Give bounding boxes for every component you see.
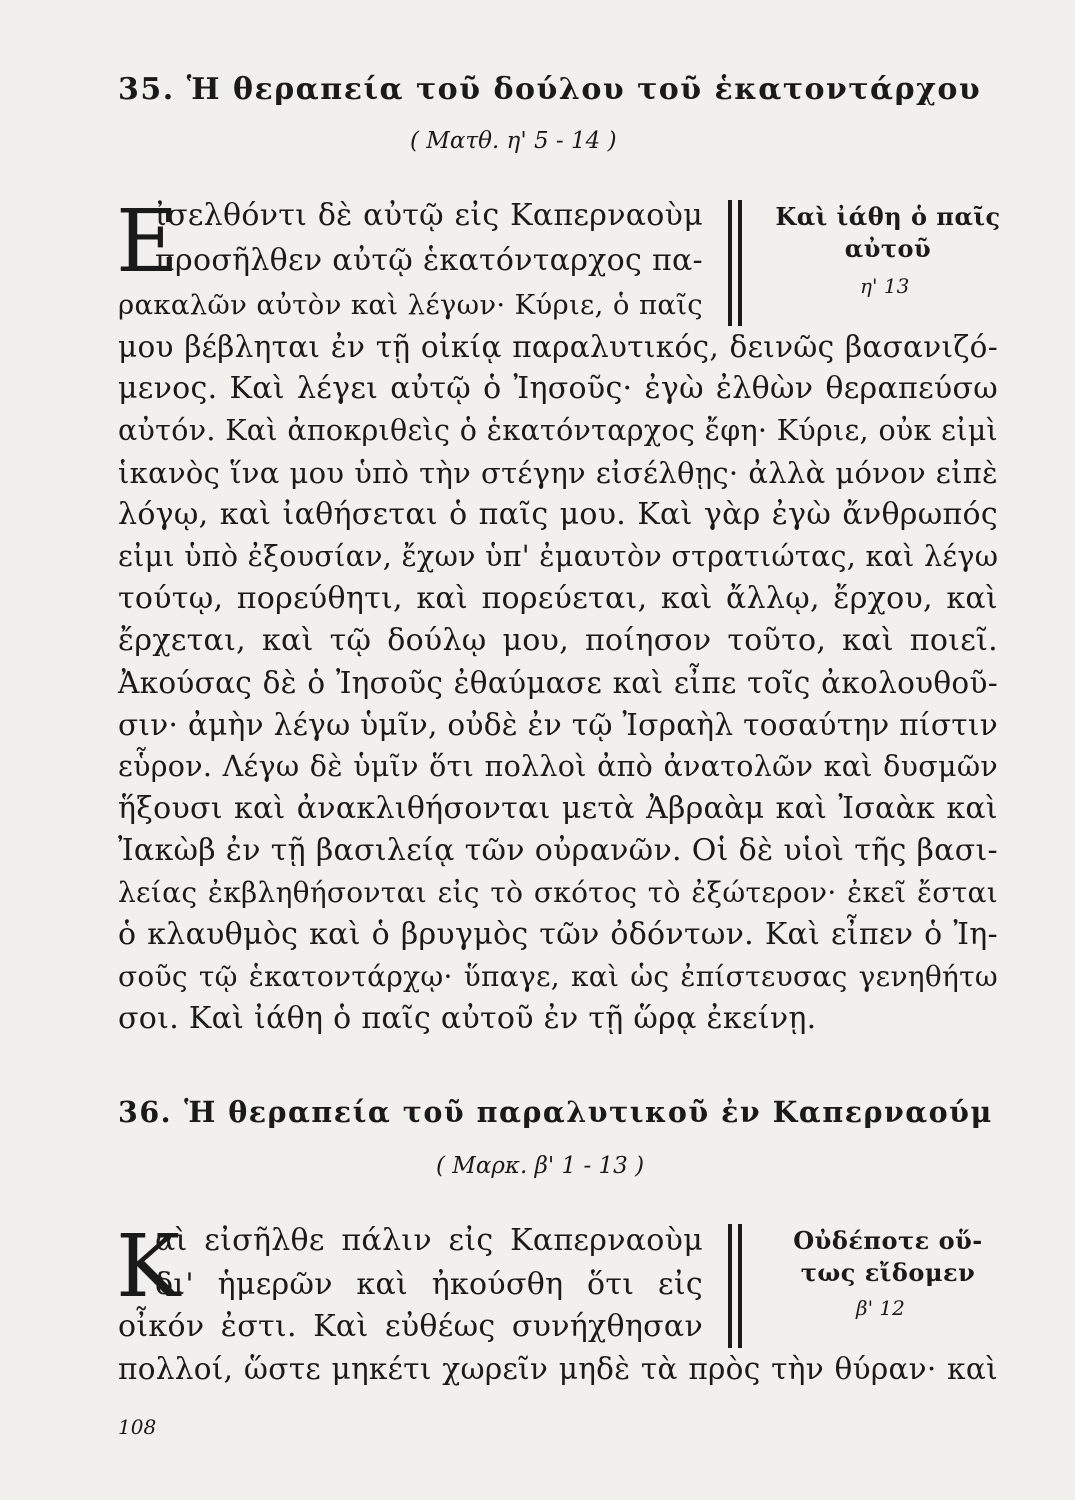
text-line: ἔρχεται, καὶ τῷ δούλῳ μου, ποίησον τοῦτο, καὶ ποιεῖ. [118, 623, 998, 658]
text-line: λόγῳ, καὶ ἰαθήσεται ὁ παῖς μου. Καὶ γὰρ ἐγὼ ἄνθρωπός [118, 497, 998, 532]
drop-cap: Κ [116, 1217, 181, 1317]
text-line: ἱκανὸς ἵνα μου ὑπὸ τὴν στέγην εἰσέλθῃς· ἀλλὰ μόνον εἰπὲ [118, 456, 998, 490]
text-line: Ἀκούσας δὲ ὁ Ἰησοῦς ἐθαύμασε καὶ εἶπε τοῖς ἀκολουθοῦ- [118, 666, 998, 700]
text-line: εἰμι ὑπὸ ἐξουσίαν, ἔχων ὑπ' ἐμαυτὸν στρατιώτας, καὶ λέγω [118, 540, 999, 573]
margin-note [728, 1224, 1008, 1348]
section-36-reference: ( Μαρκ. β' 1 - 13 ) [436, 1153, 645, 1179]
text-line: ὁ κλαυθμὸς καὶ ὁ βρυγμὸς τῶν ὀδόντων. Καὶ εἶπεν ὁ Ἰη- [118, 917, 998, 952]
text-line: ρακαλῶν αὐτὸν καὶ λέγων· Κύριε, ὁ παῖς [118, 289, 703, 321]
text-line: σιν· ἀμὴν λέγω ὑμῖν, οὐδὲ ἐν τῷ Ἰσραὴλ τοσαύτην πίστιν [118, 708, 998, 742]
section-heading: Ἡ θεραπεία τοῦ παραλυτικοῦ ἐν Καπερναούμ [184, 1095, 993, 1129]
text-line: σοι. Καὶ ἰάθη ὁ παῖς αὐτοῦ ἐν τῇ ὥρᾳ ἐκείνῃ. [118, 1001, 817, 1036]
margin-note-reference: η' 13 [860, 274, 910, 298]
text-line: τούτῳ, πορεύθητι, καὶ πορεύεται, καὶ ἄλλῳ, ἔρχου, καὶ [118, 581, 998, 616]
text-line: ἰσελθόντι δὲ αὐτῷ εἰς Καπερναοὺμ [155, 198, 703, 233]
text-line: μου βέβληται ἐν τῇ οἰκίᾳ παραλυτικός, δεινῶς βασανιζό- [118, 330, 998, 364]
margin-rule [728, 200, 732, 326]
text-line: πολλοί, ὥστε μηκέτι χωρεῖν μηδὲ τὰ πρὸς τὴν θύραν· καὶ [118, 1352, 998, 1386]
text-line: αὶ εἰσῆλθε πάλιν εἰς Καπερναοὺμ [155, 1223, 703, 1258]
margin-note-line: αὐτοῦ [844, 234, 932, 263]
margin-note-line: τως εἴδομεν [800, 1258, 976, 1287]
margin-rule [728, 1224, 732, 1348]
margin-note-reference: β' 12 [856, 1296, 905, 1320]
text-line: προσῆλθεν αὐτῷ ἑκατόνταρχος πα- [155, 243, 703, 278]
section-heading: Ἡ θεραπεία τοῦ δούλου τοῦ ἑκατοντάρχου [186, 72, 982, 107]
text-line: λείας ἐκβληθήσονται εἰς τὸ σκότος τὸ ἐξώτερον· ἐκεῖ ἔσται [118, 876, 998, 909]
page-number: 108 [118, 1415, 157, 1439]
text-line: ἥξουσι καὶ ἀνακλιθήσονται μετὰ Ἀβραὰμ καὶ Ἰσαὰκ καὶ [118, 791, 998, 826]
margin-note-line: Καὶ ἰάθη ὁ παῖς [775, 202, 1001, 231]
text-line: οἶκόν ἐστι. Καὶ εὐθέως συνήχθησαν [118, 1309, 703, 1344]
section-35-reference: ( Ματθ. η' 5 - 14 ) [410, 128, 617, 154]
text-line: αὐτόν. Καὶ ἀποκριθεὶς ὁ ἑκατόνταρχος ἔφη· Κύριε, οὐκ εἰμὶ [118, 414, 998, 447]
section-35-title [118, 72, 998, 107]
text-line: εὗρον. Λέγω δὲ ὑμῖν ὅτι πολλοὶ ἀπὸ ἀνατολῶν καὶ δυσμῶν [118, 750, 998, 783]
section-36-title [118, 1095, 998, 1129]
section-number: 36. [118, 1095, 173, 1129]
margin-rule [738, 1224, 742, 1348]
margin-rule [738, 200, 742, 326]
text-line: σοῦς τῷ ἑκατοντάρχῳ· ὕπαγε, καὶ ὡς ἐπίστευσας γενηθήτω [118, 960, 998, 993]
margin-note [728, 200, 1008, 326]
section-number: 35. [118, 72, 175, 107]
text-line: δι' ἡμερῶν καὶ ἠκούσθη ὅτι εἰς [155, 1267, 703, 1302]
text-line: Ἰακὼβ ἐν τῇ βασιλείᾳ τῶν οὐρανῶν. Οἱ δὲ υἱοὶ τῆς βασι- [118, 833, 998, 868]
drop-cap: Ε [116, 192, 179, 292]
text-line: μενος. Καὶ λέγει αὐτῷ ὁ Ἰησοῦς· ἐγὼ ἐλθὼν θεραπεύσω [118, 371, 998, 406]
margin-note-line: Οὐδέποτε οὕ- [793, 1226, 983, 1255]
